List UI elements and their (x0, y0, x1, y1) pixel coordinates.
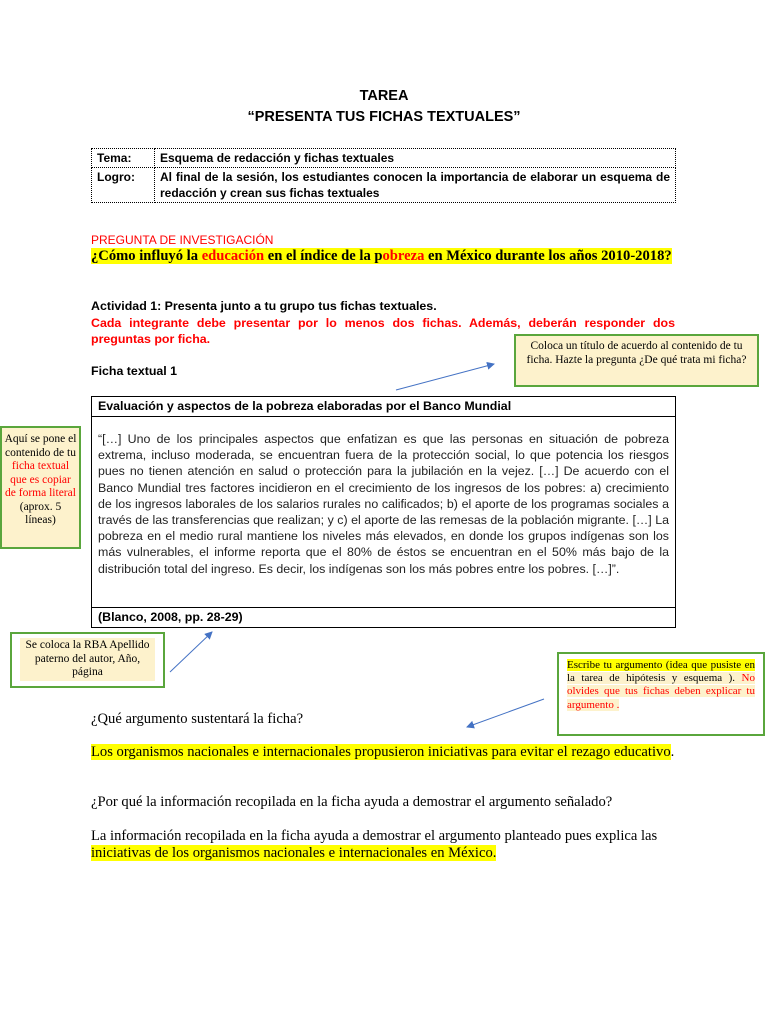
activity-title: Actividad 1: Presenta junto a tu grupo tus fichas textuales. (91, 299, 437, 313)
arrow-to-title-note (396, 364, 494, 390)
page-title: TAREA (359, 88, 409, 104)
title-tip-text: Coloca un título de acuerdo al contenido de tu ficha. Hazte la pregunta ¿De qué trata mi ficha? (526, 340, 747, 366)
ficha-heading: Evaluación y aspectos de la pobreza elaboradas por el Banco Mundial (92, 397, 675, 417)
logro-value: Al final de la sesión, los estudiantes conocen la importancia de elaborar un esquema de redacción y crean sus fichas textuales (155, 168, 676, 203)
activity-instruction: Cada integrante debe presentar por lo menos dos fichas. Además, deberán responder dos preguntas por ficha. (91, 316, 675, 346)
arrow-from-argument-note (467, 699, 544, 727)
answer-2 (91, 828, 681, 862)
answer-1-tail: . (670, 744, 675, 760)
research-q-part1: ¿Cómo influyó la (91, 248, 202, 264)
argument-tip-text-red: No olvides que tus fichas deben explicar tu argumento . (567, 672, 755, 711)
content-tip-text-red: ficha textual que es copiar de forma literal (5, 460, 76, 499)
research-q-word2: obreza (382, 248, 425, 264)
answer-2-text: La información recopilada en la ficha ayuda a demostrar el argumento planteado pues explica las (91, 828, 658, 844)
content-tip-text-2: (aprox. 5 líneas) (19, 500, 62, 526)
research-label: PREGUNTA DE INVESTIGACIÓN (91, 233, 274, 247)
content-tip-text-1: Aquí se pone el contenido de tu (4, 433, 77, 459)
research-q-part3: en México durante los años 2010-2018? (424, 248, 672, 264)
tema-value: Esquema de redacción y fichas textuales (155, 149, 676, 168)
answer-1-highlight: Los organismos nacionales e internacionales propusieron iniciativas para evitar el rezago educativo (91, 744, 671, 760)
page-subtitle: “PRESENTA TUS FICHAS TEXTUALES” (247, 109, 521, 125)
research-q-part2: en el índice de la p (264, 248, 383, 264)
answer-2-highlight: iniciativas de los organismos nacionales e internacionales en México. (91, 845, 497, 861)
question-2: ¿Por qué la información recopilada en la ficha ayuda a demostrar el argumento señalado? (91, 794, 613, 810)
arrow-from-rba-note (170, 632, 212, 672)
ficha-label: Ficha textual 1 (91, 364, 178, 378)
rba-tip-text: Se coloca la RBA Apellido paterno del autor, Año, página (20, 638, 155, 681)
logro-label: Logro: (92, 168, 155, 203)
ficha-quote: “[…] Uno de los principales aspectos que enfatizan es que las personas en situación de pobreza extrema, incluso moderada, se encuentran fuera de la protección social, lo que potencia los riesgos pues no tienen atención en salud o protección para la jubilación en la vejez. […] De acuerdo con el Banco Mundial tres factores incidieron en el crecimiento de los ingresos de los pobres: a) crecimiento de los ingresos laborales de los salarios rurales no calificados; b) el aporte de los programas sociales a través de las transferencias que realizan; y c) el aporte de las remesas de la población migrante. […] La pobreza en el medio rural mantiene los niveles más elevados, en donde los grupos indígenas son los más vulnerables, el informe reporta que el 80% de éstos se encuentran en el 50% más bajo de la distribución total del ingreso. Es decir, los indígenas son los más pobres entre los pobres. […]”. (98, 432, 669, 576)
tema-label: Tema: (92, 149, 155, 168)
argument-tip-text-1: Escribe tu argumento (idea que pusiste en (567, 659, 755, 671)
argument-tip-text-2: la tarea de hipótesis y esquema ). (567, 672, 742, 685)
answer-1 (91, 744, 676, 761)
research-q-word1: educación (201, 248, 265, 264)
ficha-citation: (Blanco, 2008, pp. 28-29) (92, 607, 675, 627)
question-1: ¿Qué argumento sustentará la ficha? (91, 711, 304, 727)
